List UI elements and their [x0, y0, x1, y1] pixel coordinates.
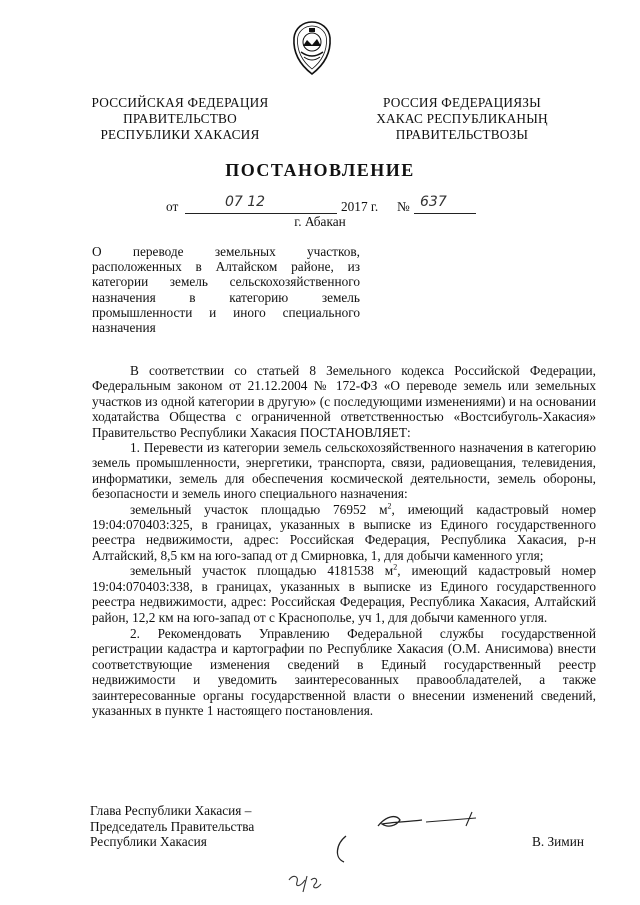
- body-plot-2: [92, 563, 596, 625]
- plot-1-details-text: , имеющий кадастровый номер 19:04:070403:325, в границах, указанных в выписке из Единого государственного реестра недвижимости, адрес: Российская Федерация, Республика Хакасия, р-н Алтайский, 8,5 км на юго-запад от д Смирновка, 1, для добычи каменного угля;: [92, 501, 597, 563]
- body-plot-1: [92, 502, 596, 564]
- body-item-1: 1. Перевести из категории земель сельскохозяйственного назначения в категорию земель промышленности, энергетики, транспорта, связи, радиовещания, телевидения, информатики, земель для обеспечения космической деятельности, земель обороны, безопасности и земель иного специального назначения:: [92, 440, 596, 502]
- document-body: [92, 363, 596, 718]
- plot-2-superscript: 2: [393, 562, 398, 572]
- handwritten-date: 07 12: [225, 194, 266, 210]
- signatory-line: Глава Республики Хакасия –: [90, 803, 252, 818]
- header-left-line: ПРАВИТЕЛЬСТВО: [123, 111, 237, 126]
- number-sign: №: [397, 199, 410, 214]
- document-title: ПОСТАНОВЛЕНИЕ: [225, 160, 415, 180]
- header-left: [80, 95, 280, 143]
- plot-1-superscript: 2: [387, 501, 392, 511]
- header-right-line: РОССИЯ ФЕДЕРАЦИЯЗЫ: [383, 95, 541, 110]
- handwritten-initials: [285, 870, 335, 898]
- header-right-line: ПРАВИТЕЛЬСТВОЗЫ: [395, 127, 529, 142]
- handwritten-number: 637: [420, 194, 447, 210]
- city-line: г. Абакан: [294, 214, 346, 229]
- header-left-line: РЕСПУБЛИКИ ХАКАСИЯ: [100, 127, 260, 142]
- header-right: [362, 95, 562, 143]
- signatory-name: В. Зимин: [532, 834, 584, 849]
- body-item-2: 2. Рекомендовать Управлению Федеральной службы государственной регистрации кадастра и картографии по Республике Хакасия (О.М. Анисимова) внести соответствующие изменения сведений в Единый государственный реестр недвижимости и уведомить заинтересованных правообладателей, а также заинтересованные органы государственной власти о внесении изменений сведений, указанных в пункте 1 настоящего постановления.: [92, 625, 596, 718]
- signatory-title: [90, 803, 254, 850]
- plot-2-area-text: земельный участок площадью 4181538 м: [130, 563, 394, 579]
- subject-text: О переводе земельных участков, расположенных в Алтайском районе, из категории земель сельскохозяйственного назначения в категорию земель промышленности и иного специального назначения: [92, 244, 360, 336]
- header-left-line: РОССИЙСКАЯ ФЕДЕРАЦИЯ: [91, 95, 269, 110]
- date-year: 2017 г.: [341, 199, 379, 214]
- signatory-line: Председатель Правительства: [90, 818, 255, 834]
- coat-of-arms-emblem: [289, 20, 335, 76]
- plot-1-area-text: земельный участок площадью 76952 м: [130, 501, 388, 517]
- plot-2-details-text: , имеющий кадастровый номер 19:04:070403:338, в границах, указанных в выписке из Единого государственного реестра недвижимости, адрес: Российская Федерация, Республика Хакасия, Алтайский район, 12,2 км на юго-запад от с Краснополье, уч 1, для добычи каменного угля.: [92, 563, 597, 625]
- date-prefix: от: [166, 199, 179, 214]
- body-preamble: В соответствии со статьей 8 Земельного кодекса Российской Федерации, Федеральным законом от 21.12.2004 № 172-ФЗ «О переводе земель или земельных участков из одной категории в другую» (с последующими изменениями) и на основании ходатайства Общества с ограниченной ответственностью «Востсибуголь-Хакасия» Правительство Республики Хакасия ПОСТАНОВЛЯЕТ:: [92, 363, 596, 440]
- handwritten-signature: [326, 808, 486, 868]
- signatory-line: Республики Хакасия: [90, 834, 207, 849]
- header-right-line: ХАКАС РЕСПУБЛИКАНЫҢ: [376, 111, 548, 126]
